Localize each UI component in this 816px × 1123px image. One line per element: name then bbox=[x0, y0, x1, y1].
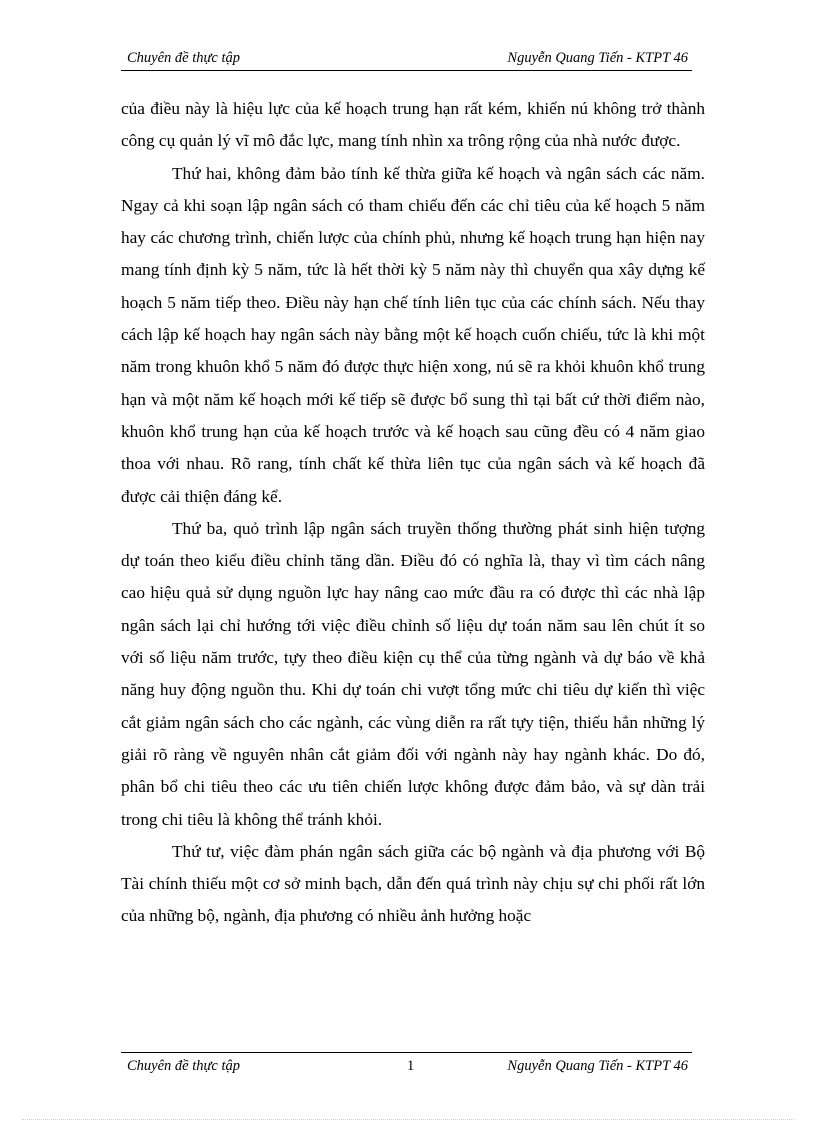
paragraph-second-point: Thứ hai, không đảm bảo tính kế thừa giữa kế hoạch và ngân sách các năm. Ngay cả khi soạn lập ngân sách có tham chiếu đến các chỉ tiêu của kế hoạch 5 năm hay các chương trình, chiến lược của chính phủ, nhưng kế hoạch trung hạn hiện nay mang tính định kỳ 5 năm, tức là hết thời kỳ 5 năm này thì chuyển qua xây dựng kế hoạch 5 năm tiếp theo. Điều này hạn chế tính liên tục của các chính sách. Nếu thay cách lập kế hoạch hay ngân sách này bằng một kế hoạch cuốn chiếu, tức là khi một năm trong khuôn khổ 5 năm đó được thực hiện xong, nú sẽ ra khỏi khuôn khổ trung hạn và một năm kế hoạch mới kế tiếp sẽ được bổ sung thì tại bất cứ thời điểm nào, khuôn khổ trung hạn của kế hoạch trước và kế hoạch sau cũng đều có 4 năm giao thoa với nhau. Rõ rang, tính chất kế thừa liên tục của ngân sách và kế hoạch đã được cải thiện đáng kể. bbox=[121, 163, 705, 506]
page-header bbox=[121, 48, 692, 71]
header-right-author: Nguyễn Quang Tiến - KTPT 46 bbox=[507, 50, 688, 66]
page-bottom-edge bbox=[22, 1119, 794, 1120]
paragraph-fourth-point: Thứ tư, việc đàm phán ngân sách giữa các bộ ngành và địa phương với Bộ Tài chính thiếu một cơ sở minh bạch, dẫn đến quá trình này chịu sự chi phối rất lớn của những bộ, ngành, địa phương có nhiều ảnh hưởng hoặc bbox=[121, 841, 705, 926]
footer-left-title: Chuyên đề thực tập bbox=[127, 1058, 241, 1074]
header-left-title: Chuyên đề thực tập bbox=[127, 50, 241, 66]
document-body bbox=[121, 93, 705, 933]
page-number: 1 bbox=[407, 1058, 415, 1074]
footer-right-author: Nguyễn Quang Tiến - KTPT 46 bbox=[507, 1058, 688, 1074]
paragraph-third-point: Thứ ba, quỏ trình lập ngân sách truyền thống thường phát sinh hiện tượng dự toán theo kiểu điều chỉnh tăng dần. Điều đó có nghĩa là, thay vì tìm cách nâng cao hiệu quả sử dụng nguồn lực hay nâng cao mức đầu ra có được thì các nhà lập ngân sách lại chỉ hướng tới việc điều chỉnh số liệu dự toán năm sau lên chút ít so với số liệu năm trước, tựy theo điều kiện cụ thể của từng ngành và dự báo về khả năng huy động nguồn thu. Khi dự toán chi vượt tổng mức chi tiêu dự kiến thì việc cắt giảm ngân sách cho các ngành, các vùng diễn ra rất tựy tiện, thiếu hẳn những lý giải rõ ràng về nguyên nhân cắt giảm đối với ngành này hay ngành khác. Do đó, phân bổ chi tiêu theo các ưu tiên chiến lược không được đảm bảo, và sự dàn trải trong chi tiêu là không thể tránh khỏi. bbox=[121, 518, 705, 829]
page-footer bbox=[121, 1052, 692, 1079]
paragraph-continuation: của điều này là hiệu lực của kế hoạch trung hạn rất kém, khiến nú không trở thành công cụ quản lý vĩ mô đắc lực, mang tính nhìn xa trông rộng của nhà nước được. bbox=[121, 99, 705, 151]
